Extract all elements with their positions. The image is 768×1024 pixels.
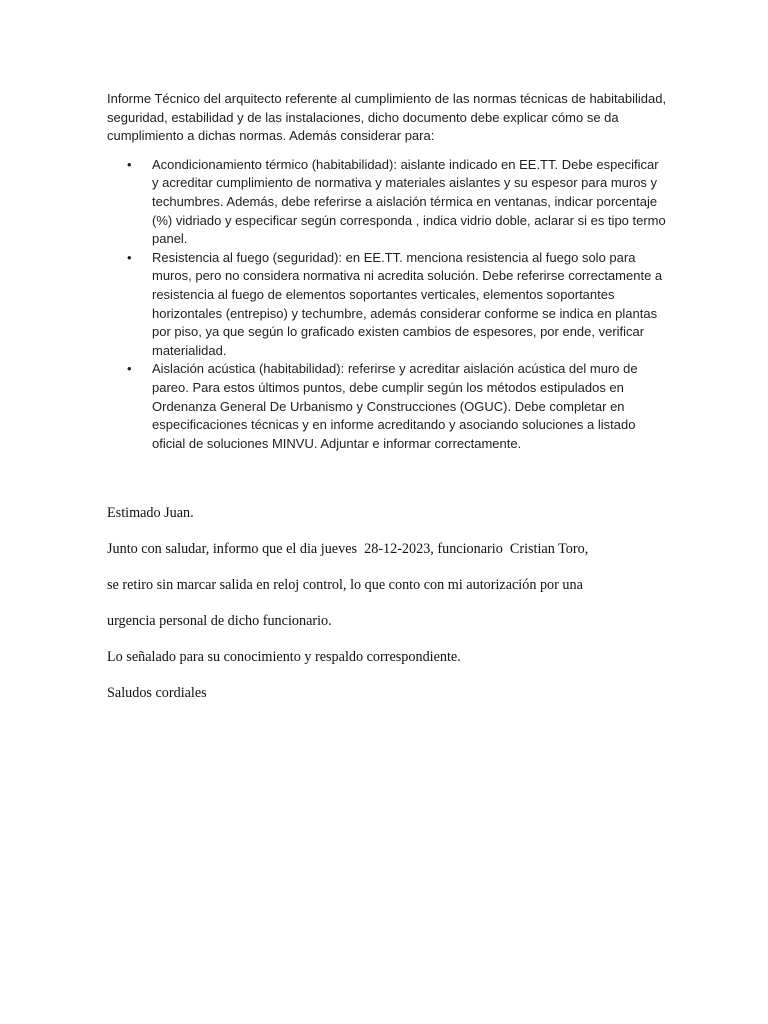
bullet-icon: • xyxy=(127,156,132,172)
list-item-text: Acondicionamiento térmico (habitabilidad): aislante indicado en EE.TT. Debe especificar y acreditar cumplimiento de normativa y materiales aislantes y su espesor para muros y techumbres. Además, debe referirse a aislación térmica en ventanas, indicar porcentaje (%) vidriado y especificar según corresponda , indica vidrio doble, aclarar si es tipo termo panel. xyxy=(152,156,666,247)
letter-closing: Saludos cordiales xyxy=(107,685,207,701)
bullet-icon: • xyxy=(127,249,132,265)
letter-body-line: Lo señalado para su conocimiento y respaldo correspondiente. xyxy=(107,649,461,665)
report-requirements-list xyxy=(107,156,667,454)
list-item-text: Resistencia al fuego (seguridad): en EE.TT. menciona resistencia al fuego solo para muros, pero no considera normativa ni acredita solución. Debe referirse correctamente a resistencia al fuego de elementos soportantes verticales, elementos soportantes horizontales (entrepiso) y techumbre, además considerar conforme se indica en plantas por piso, ya que según lo graficado existen cambios de espesores, por ende, verificar materialidad. xyxy=(152,249,663,358)
list-item-thermal xyxy=(107,156,667,249)
letter-greeting: Estimado Juan. xyxy=(107,505,194,521)
list-item-text: Aislación acústica (habitabilidad): referirse y acreditar aislación acústica del muro de pareo. Para estos últimos puntos, debe cumplir según los métodos estipulados en Ordenanza General De Urbanismo y Construcciones (OGUC). Debe completar en especificaciones técnicas y en informe acreditando y asociando soluciones a listado oficial de soluciones MINVU. Adjuntar e informar correctamente. xyxy=(152,361,638,451)
bullet-icon: • xyxy=(127,361,132,377)
letter-body-line: Junto con saludar, informo que el dia jueves 28-12-2023, funcionario Cristian Toro, xyxy=(107,541,589,557)
technical-report-section xyxy=(107,90,667,453)
letter-body-line: se retiro sin marcar salida en reloj control, lo que conto con mi autorización por una xyxy=(107,577,583,593)
report-intro: Informe Técnico del arquitecto referente al cumplimiento de las normas técnicas de habitabilidad, seguridad, estabilidad y de las instalaciones, dicho documento debe explicar cómo se da cumplimiento a dichas normas. Además considerar para: xyxy=(107,91,667,144)
letter-body-line: urgencia personal de dicho funcionario. xyxy=(107,613,332,629)
list-item-acoustic xyxy=(107,360,667,453)
list-item-fire xyxy=(107,249,667,361)
